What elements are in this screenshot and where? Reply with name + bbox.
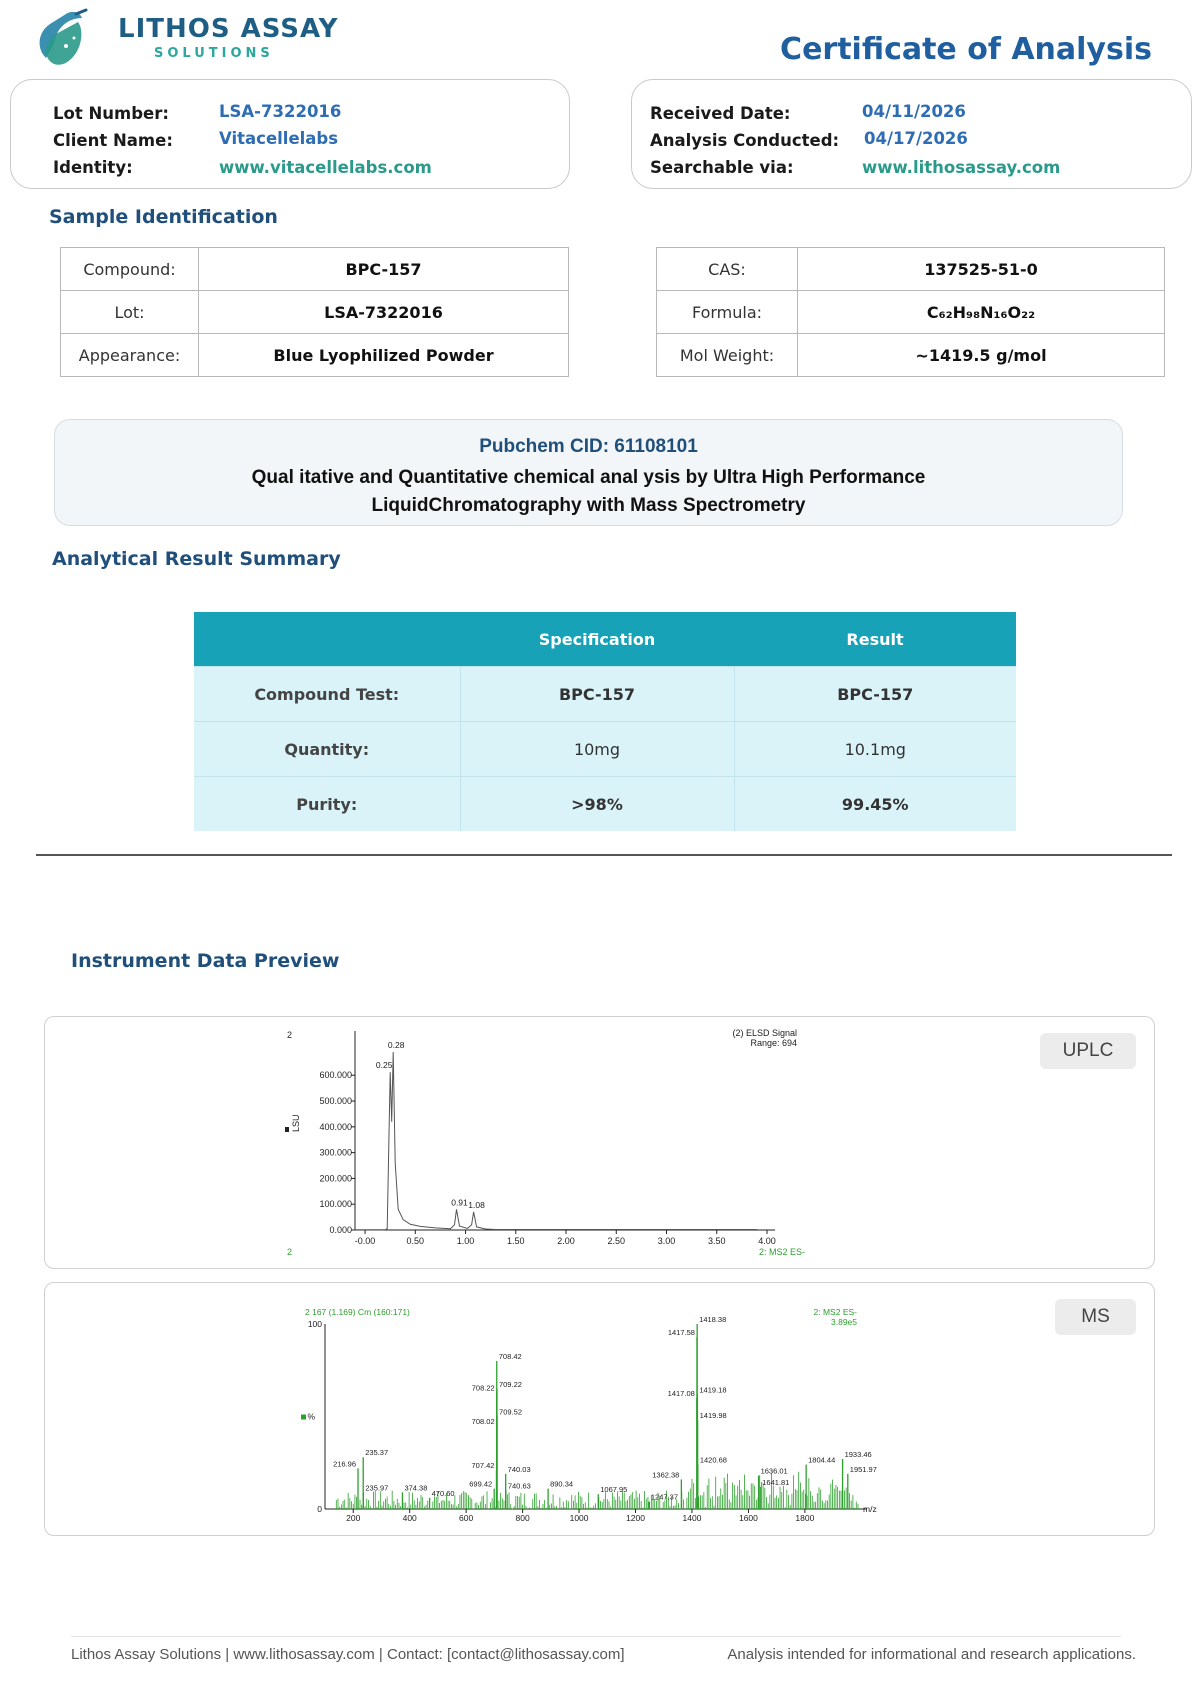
peak-label: 1362.38 [652, 1470, 680, 1480]
x-tick-label: 1600 [738, 1513, 758, 1523]
peak-label: 708.02 [471, 1416, 495, 1426]
footer-disclaimer: Analysis intended for informational and research applications. [727, 1646, 1136, 1663]
client-name-value: Vitacellelabs [219, 129, 339, 148]
peak-label: 708.22 [471, 1383, 495, 1393]
peak-label: 216.96 [333, 1459, 357, 1469]
lot-number-value: LSA-7322016 [219, 102, 342, 121]
table-cell-value: BPC-157 [199, 248, 569, 291]
received-date-label: Received Date: [650, 104, 791, 123]
chart-subtitle: Range: 694 [750, 1038, 797, 1048]
x-axis-label: m/z [863, 1504, 877, 1514]
chart-corner-label-bottom: 2 [287, 1247, 293, 1257]
footer-divider [71, 1636, 1121, 1637]
x-tick-label: 1400 [682, 1513, 702, 1523]
peak-label: 0.25 [375, 1060, 393, 1071]
table-row [657, 248, 1165, 291]
x-tick-label: 4.00 [758, 1236, 776, 1246]
table-cell-key: Lot: [61, 291, 199, 334]
x-tick-label: 800 [515, 1513, 530, 1523]
result-cell: 10.1mg [734, 722, 1016, 777]
x-tick-label: 3.50 [707, 1236, 726, 1246]
chart-footer-label: 2: MS2 ES- [758, 1247, 805, 1257]
client-name-label: Client Name: [53, 131, 173, 150]
chart-corner-label: 2 [287, 1030, 293, 1040]
uplc-panel [44, 1016, 1155, 1269]
pubchem-cid: Pubchem CID: 61108101 [479, 436, 698, 457]
row-label: Purity: [194, 777, 460, 832]
document-title: Certificate of Analysis [780, 32, 1152, 67]
x-tick-label: 1.00 [456, 1236, 475, 1246]
peak-label: 1067.95 [600, 1485, 628, 1495]
instrument-data-heading: Instrument Data Preview [71, 950, 340, 972]
table-cell-key: CAS: [657, 248, 798, 291]
table-row [194, 722, 1016, 777]
x-tick-label: 400 [402, 1513, 417, 1523]
peak-label: 235.37 [365, 1448, 389, 1458]
y-axis-label: LSU [291, 1114, 301, 1132]
ms-spectrum [45, 1283, 1153, 1534]
peak-label: 709.22 [498, 1379, 522, 1389]
y-tick-label: 200.000 [319, 1173, 352, 1184]
peak-label: 1247.37 [650, 1492, 679, 1502]
table-cell-key: Compound: [61, 248, 199, 291]
x-tick-label: 0.50 [406, 1236, 425, 1246]
pubchem-box [54, 419, 1123, 526]
x-tick-label: 600 [459, 1513, 474, 1523]
result-cell: 99.45% [734, 777, 1016, 832]
y-tick-label: 100.000 [319, 1199, 352, 1210]
table-cell-key: Formula: [657, 291, 798, 334]
x-tick-label: -0.00 [354, 1236, 376, 1246]
peak-label: 709.52 [499, 1407, 523, 1417]
peak-label: 1.08 [468, 1199, 485, 1210]
x-tick-label: 2.50 [607, 1236, 626, 1246]
row-label: Compound Test: [194, 667, 460, 722]
column-header-result: Result [734, 612, 1016, 667]
peak-label: 1636.01 [760, 1466, 788, 1476]
column-header-blank [194, 612, 460, 667]
chart-subtitle-right: 3.89e5 [831, 1317, 857, 1327]
spec-cell: 10mg [460, 722, 734, 777]
table-cell-value: 137525-51-0 [798, 248, 1165, 291]
analysis-conducted-label: Analysis Conducted: [650, 131, 840, 150]
received-date-value: 04/11/2026 [862, 102, 966, 121]
peak-label: 1417.58 [667, 1327, 695, 1337]
peak-label: 374.38 [404, 1483, 428, 1493]
lot-number-label: Lot Number: [53, 104, 169, 123]
peak-label: 1419.98 [699, 1411, 727, 1421]
identity-value[interactable]: www.vitacellelabs.com [219, 158, 432, 177]
spec-cell: BPC-157 [460, 667, 734, 722]
logo-icon [32, 8, 94, 70]
section-divider [36, 854, 1172, 856]
table-row [657, 334, 1165, 377]
analysis-conducted-value: 04/17/2026 [864, 129, 968, 148]
ms-badge: MS [1055, 1299, 1136, 1335]
analytical-summary-heading: Analytical Result Summary [52, 548, 341, 570]
sample-id-table-left [60, 247, 569, 377]
y-axis-marker [285, 1127, 289, 1132]
column-header-specification: Specification [460, 612, 734, 667]
chart-title: 2 167 (1.169) Cm (160:171) [305, 1307, 410, 1317]
table-cell-key: Appearance: [61, 334, 199, 377]
peak-label: 1420.68 [699, 1455, 727, 1465]
client-info-card [10, 79, 570, 189]
uplc-chromatogram [45, 1017, 1153, 1267]
y-tick-label: 300.000 [319, 1147, 352, 1158]
peak-label: 235.97 [365, 1483, 389, 1493]
peak-label: 0.91 [451, 1197, 468, 1208]
analytical-result-table [194, 612, 1016, 831]
y-tick-label: 600.000 [319, 1070, 352, 1081]
peak-label: 740.63 [507, 1481, 531, 1491]
peak-label: 890.34 [550, 1479, 574, 1489]
date-info-card [631, 79, 1192, 189]
x-tick-label: 1000 [569, 1513, 589, 1523]
peak-label: 1417.08 [667, 1389, 695, 1398]
x-tick-label: 1800 [795, 1513, 815, 1523]
peak-label: 1419.18 [699, 1385, 727, 1395]
sample-identification-heading: Sample Identification [49, 206, 278, 228]
table-cell-value: Blue Lyophilized Powder [199, 334, 569, 377]
elsd-trace [355, 1052, 757, 1230]
sample-id-table-right [656, 247, 1165, 377]
identity-label: Identity: [53, 158, 133, 177]
y-axis-marker [301, 1415, 306, 1420]
uplc-badge: UPLC [1040, 1033, 1136, 1069]
y-tick-label: 0.000 [329, 1225, 352, 1235]
table-cell-value: LSA-7322016 [199, 291, 569, 334]
x-tick-label: 3.00 [657, 1236, 676, 1246]
ms-panel [44, 1282, 1155, 1536]
table-cell-key: Mol Weight: [657, 334, 798, 377]
peak-label: 1933.46 [844, 1450, 872, 1460]
peak-label: 708.42 [498, 1352, 522, 1361]
peak-label: 0.28 [387, 1040, 405, 1051]
row-label: Quantity: [194, 722, 460, 777]
chart-title-right: 2: MS2 ES- [813, 1307, 857, 1317]
table-row [61, 291, 569, 334]
table-row [194, 777, 1016, 832]
peak-label: 699.42 [469, 1479, 493, 1489]
table-header-row [194, 612, 1016, 667]
table-row [61, 248, 569, 291]
y-tick-label: 500.000 [319, 1096, 352, 1107]
searchable-via-label: Searchable via: [650, 158, 794, 177]
x-tick-label: 1.50 [507, 1236, 525, 1246]
peak-label: 1418.38 [699, 1315, 727, 1324]
peak-label: 1641.81 [762, 1477, 790, 1487]
peak-label: 470.60 [431, 1488, 455, 1498]
peak-label: 707.42 [471, 1461, 495, 1471]
x-tick-label: 1200 [626, 1513, 645, 1523]
x-tick-label: 200 [346, 1513, 361, 1523]
chart-title: (2) ELSD Signal [732, 1028, 797, 1038]
table-cell-value: ~1419.5 g/mol [798, 334, 1165, 377]
analysis-method-description: Qual itative and Quantitative chemical anal ysis by Ultra High Performance LiquidChromatography with Mass Spectrometry [251, 467, 926, 516]
y-tick-label: 0 [317, 1504, 322, 1514]
brand-name: LITHOS ASSAY [118, 14, 339, 44]
y-axis-label: % [307, 1411, 315, 1422]
y-tick-label: 100 [307, 1319, 322, 1329]
brand-subtitle: SOLUTIONS [154, 46, 274, 61]
spec-cell: >98% [460, 777, 734, 832]
table-row [657, 291, 1165, 334]
x-tick-label: 2.00 [557, 1236, 575, 1246]
result-cell: BPC-157 [734, 667, 1016, 722]
peak-label: 1951.97 [849, 1464, 877, 1474]
peak-label: 740.03 [507, 1464, 531, 1474]
table-row [61, 334, 569, 377]
peak-label: 1804.44 [808, 1455, 836, 1465]
footer-contact: Lithos Assay Solutions | www.lithosassay.com | Contact: [contact@lithosassay.com] [71, 1646, 625, 1663]
table-cell-value: C₆₂H₉₈N₁₆O₂₂ [798, 291, 1165, 334]
y-tick-label: 400.000 [319, 1121, 352, 1132]
searchable-via-value[interactable]: www.lithosassay.com [862, 158, 1061, 177]
table-row [194, 667, 1016, 722]
